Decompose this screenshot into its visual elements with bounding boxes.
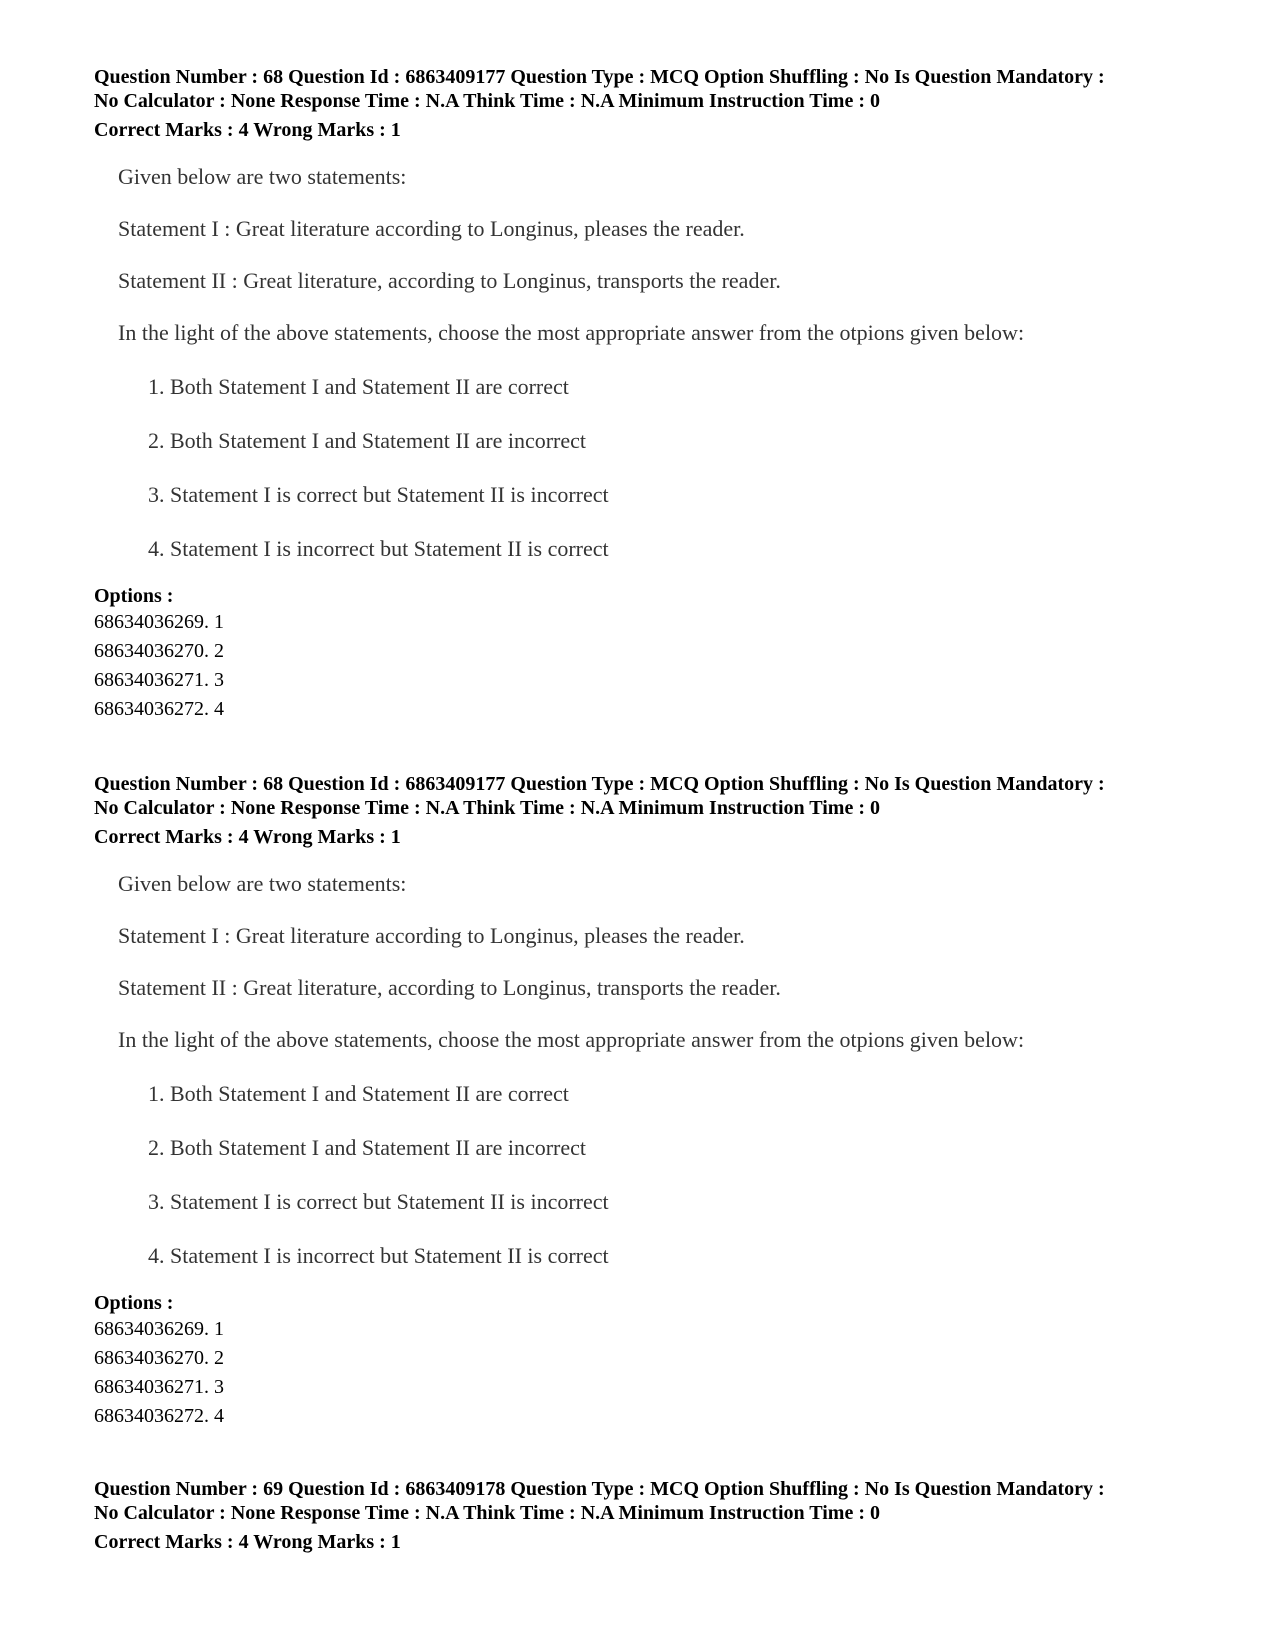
answer-choice: 1. Both Statement I and Statement II are correct bbox=[148, 374, 569, 399]
option-item: 68634036270. 2 bbox=[94, 1347, 224, 1369]
question-meta-line: Question Number : 69 Question Id : 6863409178 Question Type : MCQ Option Shuffling : No Is Question Mandatory : bbox=[94, 1478, 1105, 1500]
answer-choice: 4. Statement I is incorrect but Statement II is correct bbox=[148, 1243, 609, 1268]
options-list bbox=[94, 1315, 1214, 1431]
option-item: 68634036270. 2 bbox=[94, 640, 224, 662]
statement-1: Statement I : Great literature according to Longinus, pleases the reader. bbox=[118, 216, 745, 241]
question-marks: Correct Marks : 4 Wrong Marks : 1 bbox=[94, 826, 401, 848]
question-block bbox=[94, 772, 1214, 1431]
statement-2: Statement II : Great literature, according to Longinus, transports the reader. bbox=[118, 975, 781, 1000]
option-item: 68634036269. 1 bbox=[94, 1318, 224, 1340]
options-list bbox=[94, 608, 1214, 724]
option-item: 68634036272. 4 bbox=[94, 698, 224, 720]
question-prompt: In the light of the above statements, choose the most appropriate answer from the otpions given below: bbox=[118, 320, 1025, 345]
statement-2: Statement II : Great literature, according to Longinus, transports the reader. bbox=[118, 268, 781, 293]
question-meta-line: No Calculator : None Response Time : N.A Think Time : N.A Minimum Instruction Time : 0 bbox=[94, 90, 880, 112]
option-item: 68634036271. 3 bbox=[94, 669, 224, 691]
question-meta-line: Question Number : 68 Question Id : 6863409177 Question Type : MCQ Option Shuffling : No Is Question Mandatory : bbox=[94, 773, 1105, 795]
question-body bbox=[118, 871, 1214, 1269]
answer-choice: 3. Statement I is correct but Statement II is incorrect bbox=[148, 1189, 609, 1214]
question-meta-line: No Calculator : None Response Time : N.A Think Time : N.A Minimum Instruction Time : 0 bbox=[94, 797, 880, 819]
question-block bbox=[94, 65, 1214, 724]
option-item: 68634036272. 4 bbox=[94, 1405, 224, 1427]
question-meta-line: No Calculator : None Response Time : N.A Think Time : N.A Minimum Instruction Time : 0 bbox=[94, 1502, 880, 1524]
answer-choice: 4. Statement I is incorrect but Statement II is correct bbox=[148, 536, 609, 561]
answer-choice: 3. Statement I is correct but Statement II is incorrect bbox=[148, 482, 609, 507]
question-prompt: In the light of the above statements, choose the most appropriate answer from the otpions given below: bbox=[118, 1027, 1025, 1052]
question-marks: Correct Marks : 4 Wrong Marks : 1 bbox=[94, 119, 401, 141]
question-meta-line: Question Number : 68 Question Id : 6863409177 Question Type : MCQ Option Shuffling : No Is Question Mandatory : bbox=[94, 66, 1105, 88]
answer-choice: 2. Both Statement I and Statement II are incorrect bbox=[148, 1135, 587, 1160]
options-label: Options : bbox=[94, 585, 174, 607]
option-item: 68634036271. 3 bbox=[94, 1376, 224, 1398]
question-body bbox=[118, 164, 1214, 562]
answer-choice: 2. Both Statement I and Statement II are incorrect bbox=[148, 428, 587, 453]
options-label: Options : bbox=[94, 1292, 174, 1314]
option-item: 68634036269. 1 bbox=[94, 611, 224, 633]
question-intro: Given below are two statements: bbox=[118, 164, 407, 189]
question-block bbox=[94, 1477, 1214, 1554]
question-intro: Given below are two statements: bbox=[118, 871, 407, 896]
answer-choice: 1. Both Statement I and Statement II are correct bbox=[148, 1081, 569, 1106]
question-marks: Correct Marks : 4 Wrong Marks : 1 bbox=[94, 1531, 401, 1553]
statement-1: Statement I : Great literature according to Longinus, pleases the reader. bbox=[118, 923, 745, 948]
